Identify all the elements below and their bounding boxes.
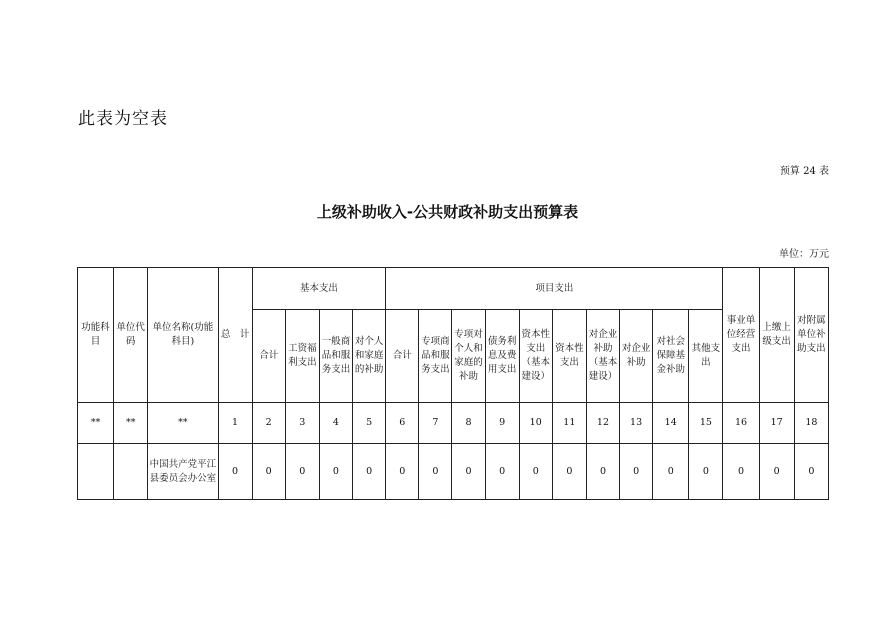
index-cell: 13 xyxy=(620,403,653,444)
index-cell: 6 xyxy=(386,403,419,444)
value-cell: 0 xyxy=(252,444,285,500)
index-cell: 7 xyxy=(419,403,452,444)
header-basic-col-1: 工资福利支出 xyxy=(285,310,319,403)
header-project-col-3: 债务利息及费用支出 xyxy=(485,310,519,403)
cell-func-subject xyxy=(78,444,114,500)
value-cell: 0 xyxy=(653,444,689,500)
header-tail-1: 上缴上级支出 xyxy=(759,268,794,403)
empty-table-note: 此表为空表 xyxy=(78,109,168,129)
header-project-col-9: 其他支出 xyxy=(689,310,723,403)
header-basic-col-0: 合计 xyxy=(252,310,285,403)
value-cell: 0 xyxy=(723,444,759,500)
header-unit-name: 单位名称(功能科目) xyxy=(148,268,218,403)
header-project-col-0: 合计 xyxy=(386,310,419,403)
header-tail-2: 对附属单位补助支出 xyxy=(794,268,828,403)
index-cell: 15 xyxy=(689,403,723,444)
index-cell: 8 xyxy=(452,403,485,444)
table-number: 预算 24 表 xyxy=(779,166,829,177)
cell-unit-name: 中国共产党平江县委员会办公室 xyxy=(148,444,218,500)
value-cell: 0 xyxy=(218,444,252,500)
unit-label: 单位：万元 xyxy=(779,249,829,260)
value-cell: 0 xyxy=(353,444,386,500)
value-cell: 0 xyxy=(452,444,485,500)
index-cell: 17 xyxy=(759,403,794,444)
index-cell: 18 xyxy=(794,403,828,444)
header-project-col-6: 对企业补助（基本建设） xyxy=(586,310,619,403)
index-row xyxy=(78,403,829,444)
header-func-subject: 功能科目 xyxy=(78,268,114,403)
index-cell: 12 xyxy=(586,403,619,444)
index-cell: 11 xyxy=(552,403,586,444)
header-row-1 xyxy=(78,268,829,310)
value-cell: 0 xyxy=(620,444,653,500)
index-cell: ** xyxy=(78,403,114,444)
index-cell: 5 xyxy=(353,403,386,444)
index-cell: 3 xyxy=(285,403,319,444)
index-cell: 4 xyxy=(319,403,352,444)
index-cell: 16 xyxy=(723,403,759,444)
value-cell: 0 xyxy=(759,444,794,500)
index-cell: ** xyxy=(148,403,218,444)
header-project-col-5: 资本性支出 xyxy=(552,310,586,403)
value-cell: 0 xyxy=(689,444,723,500)
value-cell: 0 xyxy=(485,444,519,500)
value-cell: 0 xyxy=(285,444,319,500)
value-cell: 0 xyxy=(586,444,619,500)
index-cell: 2 xyxy=(252,403,285,444)
table-row xyxy=(78,444,829,500)
index-cell: 1 xyxy=(218,403,252,444)
index-cell: 10 xyxy=(519,403,552,444)
value-cell: 0 xyxy=(552,444,586,500)
budget-table xyxy=(77,267,829,500)
cell-unit-code xyxy=(114,444,148,500)
header-basic: 基本支出 xyxy=(252,268,386,310)
index-cell: 14 xyxy=(653,403,689,444)
value-cell: 0 xyxy=(794,444,828,500)
index-cell: ** xyxy=(114,403,148,444)
header-project-col-4: 资本性支出（基本建设） xyxy=(519,310,552,403)
table-title: 上级补助收入-公共财政补助支出预算表 xyxy=(316,203,579,221)
value-cell: 0 xyxy=(519,444,552,500)
header-basic-col-3: 对个人和家庭的补助 xyxy=(353,310,386,403)
value-cell: 0 xyxy=(386,444,419,500)
header-project: 项目支出 xyxy=(386,268,723,310)
value-cell: 0 xyxy=(319,444,352,500)
header-project-col-1: 专项商品和服务支出 xyxy=(419,310,452,403)
header-unit-code: 单位代码 xyxy=(114,268,148,403)
header-project-col-7: 对企业补助 xyxy=(620,310,653,403)
header-tail-0: 事业单位经营支出 xyxy=(723,268,759,403)
value-cell: 0 xyxy=(419,444,452,500)
header-project-col-2: 专项对个人和家庭的补助 xyxy=(452,310,485,403)
header-basic-col-2: 一般商品和服务支出 xyxy=(319,310,352,403)
index-cell: 9 xyxy=(485,403,519,444)
header-total: 总 计 xyxy=(218,268,252,403)
header-project-col-8: 对社会保障基金补助 xyxy=(653,310,689,403)
